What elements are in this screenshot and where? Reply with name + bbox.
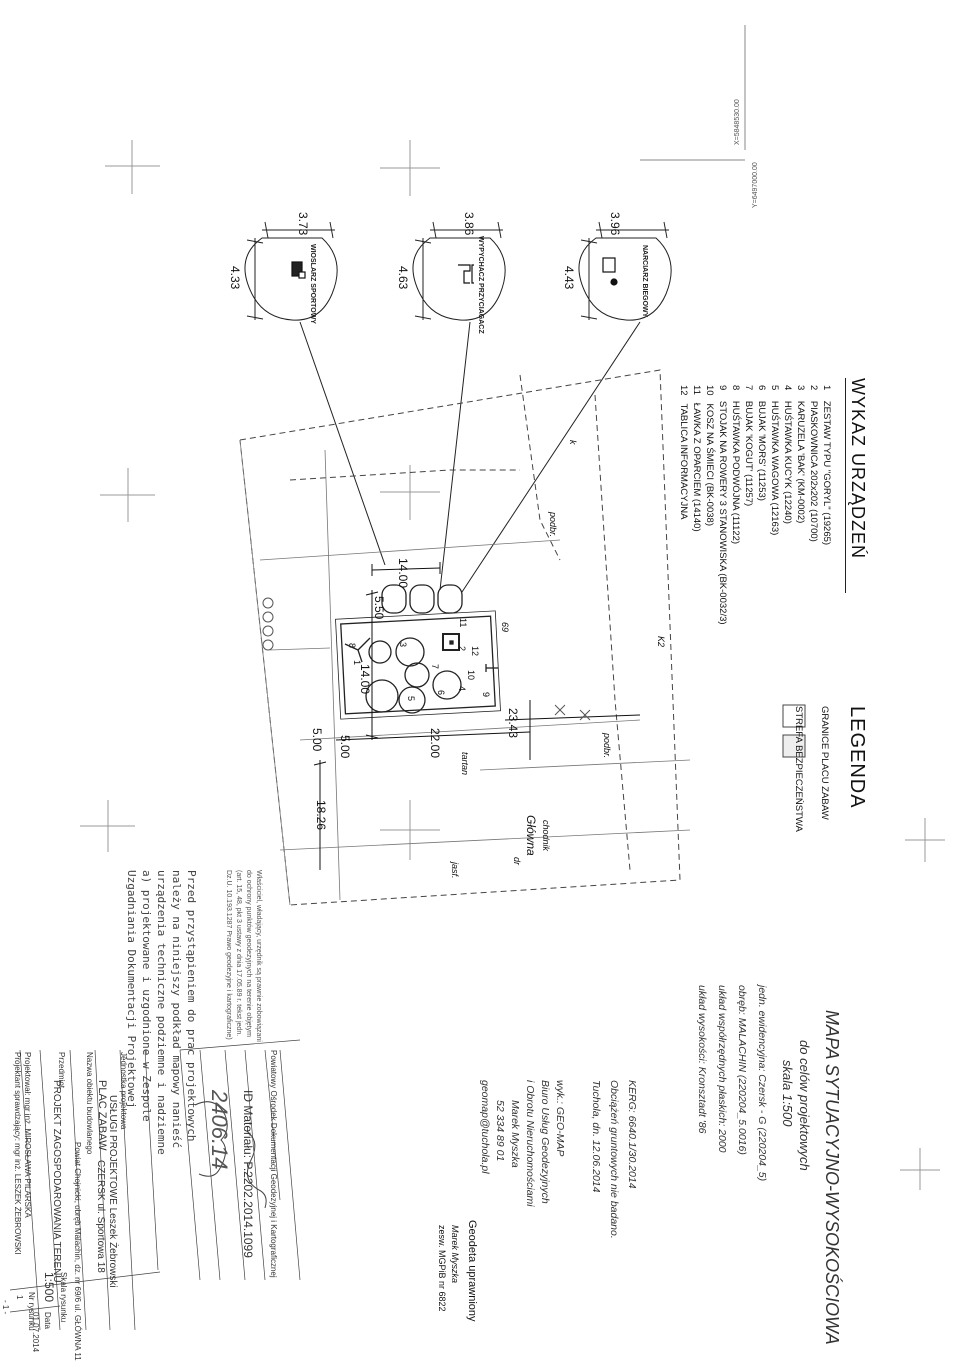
stamp-scale: 1:500 [42,1272,56,1303]
kerg-note: Obciążeń gruntowych nie badano. [608,1080,620,1239]
site-label: K2 [656,636,666,648]
equipment-number: 5 [406,696,416,702]
site-label: chodnik [541,820,551,852]
license-line: zesw. MGPiB nr 6822 [437,1225,447,1312]
stamp-label: Przedmiot [57,1052,66,1089]
list-item: 10 KOSZ NA ŚMIECI (BK-0038) [704,385,715,526]
equipment-number: 1 [352,660,362,666]
stamp-label: Jednostka projektowa [119,1052,128,1130]
list-item: 1 ZESTAW TYPU "GORYL" (19265) [821,385,832,546]
author-line: i Obrotu Nieruchomościami [524,1080,536,1207]
map-info-line: obręb: MALACHIN (220204_5.0016) [736,985,748,1155]
width-label: 3.86 [462,212,476,236]
handwritten-date: 2406.14 [207,1090,232,1170]
equipment-number: 3 [398,642,408,648]
equipment-label: WIOSLARZ SPORTOWY [309,244,316,324]
map-date: Tuchola, dn. 12.06.2014 [590,1080,602,1193]
stamp-label: Nazwa obiektu budowlanego [85,1052,94,1155]
list-item: 11 ŁAWKA Z OPARCIEM (14140) [691,385,702,532]
equipment-label: NARCIARZ BIEGOWY [641,245,648,318]
author-line: geomap@tuchola.pl [479,1080,491,1174]
license-line: Geodeta uprawniony [466,1220,478,1322]
site-lines [240,440,690,905]
dimension-label: 14.00 [396,558,410,589]
list-item: 6 BUJAK 'MORS' (11253) [756,385,767,501]
list-item: 9 STOJAK NA ROWERY 3 STANOWISKA (BK-0032/3) [717,385,728,625]
equipment-number: 10 [466,670,476,681]
site-label: Główna [524,815,538,856]
stamp-number: 1 [15,1295,24,1300]
list-underline [845,378,846,593]
site-label: k [568,440,578,445]
width-label: 3.73 [296,212,310,236]
author-line: Marek Myszka [509,1100,521,1168]
equipment-number: 7 [430,664,440,670]
legal-line: do ochrony punktów geodezyjnych na terenie objętym [245,870,252,1037]
legal-line: Dz.U. 10.193.1287 Prawo geodezyjne i kartograficzne) [225,870,232,1040]
list-item: 8 HUŚTAWKA PODWÓJNA (11122) [730,385,741,545]
dimension-label: 5.00 [338,735,352,759]
stamp-author: Projektował: mgr inż. MIROSŁAWA PILARSKA [23,1052,32,1218]
legal-line: (art. 15, 48, pkt 3 ustawy z dnia 17.05.89 r. tekst jedn. [235,870,242,1037]
equipment-number: 8 [347,643,357,649]
equipment-number: 12 [470,646,480,657]
dimension-label: 5.50 [372,596,386,620]
license-line: Marek Myszka [450,1225,460,1284]
page-number: - 1 - [1,1300,10,1315]
note-line: a) projektowane i uzgodnione w Zespole [140,870,153,1122]
dimension-label: 23.43 [506,708,520,739]
dimension-lines [314,562,640,870]
list-item: 3 KARUZELA 'BAK' (KM-0002) [795,385,806,524]
map-title: MAPA SYTUACYJNO-WYSOKOŚCIOWA [822,1010,842,1345]
stamp-label: Skala rysunku [59,1272,68,1323]
stamp-author: Projektant sprawdzający: mgr inż. LESZEK ŻEBROWSKI [13,1052,22,1255]
stamp-company: USŁUGI PROJEKTOWE Leszek Żebrowski [107,1095,118,1288]
map-subtitle: do celów projektowych [797,1040,812,1171]
note-line: urządzenia techniczne podziemne i nadziemne [155,870,168,1155]
equipment-label: WYPYCHACZ PRZYCIAGACZ [477,236,484,334]
equipment-number: 6 [436,690,446,696]
legal-line: Właściciel, władający, urzędnik są prawnie zobowiązani [255,870,262,1042]
coord-y: Y=6497000.00 [752,162,759,208]
trees [263,598,590,720]
author-line: Biuro Usług Geodezyjnych [539,1080,551,1204]
stamp-location: Powiat Chojnicki, obręb Malachin, dz. nr 69/6 ul. GŁÓWNA 11 [73,1142,82,1361]
official-id: ID Materiału: P.2202.2014.1099 [241,1090,255,1258]
note-line: Uzgadniania Dokumentacji Projektowej [125,870,138,1109]
dimension-label: 18.26 [314,800,328,831]
list-item: 7 BUJAK 'KOGUT' (11257) [743,385,754,507]
legend-title: LEGENDA [846,706,868,809]
dimension-label: 14.00 [358,664,372,695]
height-label: 4.43 [562,266,576,290]
stamp-label: Data [43,1312,52,1329]
list-title: WYKAZ URZĄDZEŃ [848,378,868,560]
map-info-line: układ wysokości: Kronsztadt '86 [696,985,708,1134]
height-label: 4.33 [228,266,242,290]
site-label: podbr. [602,733,612,759]
equipment-number: 9 [481,692,491,698]
site-label: 69 [500,622,510,633]
stamp-address: CZERSK ul. Sportowa 18 [95,1160,106,1273]
map-scale: skala 1:500 [780,1060,795,1127]
legend-item: GRANICE PLACU ZABAW [819,706,830,820]
list-item: 2 PIASKOWNICA 202x202 (10700) [808,385,819,542]
site-label: podbr. [548,512,558,538]
author-line: wyk.: GEO-MAP [554,1080,566,1157]
list-item: 4 HUŚTAWKA KUCYK (12240) [782,385,793,524]
site-label: tartan [460,752,470,776]
equipment-number: 11 [458,618,468,628]
dimension-label: 5.00 [310,728,324,752]
note-line: Przed przystąpieniem do prac projektowych [185,870,198,1142]
site-label: dr [512,857,522,866]
dimension-label: 22.00 [428,728,442,759]
author-line: 52 334 89 01 [494,1100,506,1162]
site-label: jasf. [450,862,460,879]
height-label: 4.63 [396,266,410,290]
official-office: Powiatowy Ośrodek Dokumentacji Geodezyjnej i Kartograficznej [269,1050,278,1278]
list-item: 5 HUŚTAWKA WAGOWA (12163) [769,385,780,536]
map-info-line: jedn. ewidencyjna: Czersk - G (220204_5) [756,985,768,1182]
equipment-number: 4 [457,686,467,692]
list-item: 12 TABLICA INFORMACYJNA [678,385,689,520]
equipment-number: 2 [457,646,467,652]
stamp-object: PLAC ZABAW [96,1080,108,1151]
stamp-label: Nr rysunku [27,1292,36,1331]
map-info-line: układ współrzędnych płaskich: 2000 [716,985,728,1153]
stamp-date: 01.07.2014 [31,1312,40,1353]
coord-x: X=5848530.00 [734,99,741,145]
legend-item: STREFA BEZPIECZEŃSTWA [793,706,804,832]
stamp-phase: PROJEKT ZAGOSPODAROWANIA TERENU [51,1080,62,1283]
kerg-number: KERG: 6640.1/30.2014 [626,1080,638,1189]
width-label: 3.96 [608,212,622,236]
note-line: należy na niniejszy podkład mapowy nanieść [170,870,183,1149]
